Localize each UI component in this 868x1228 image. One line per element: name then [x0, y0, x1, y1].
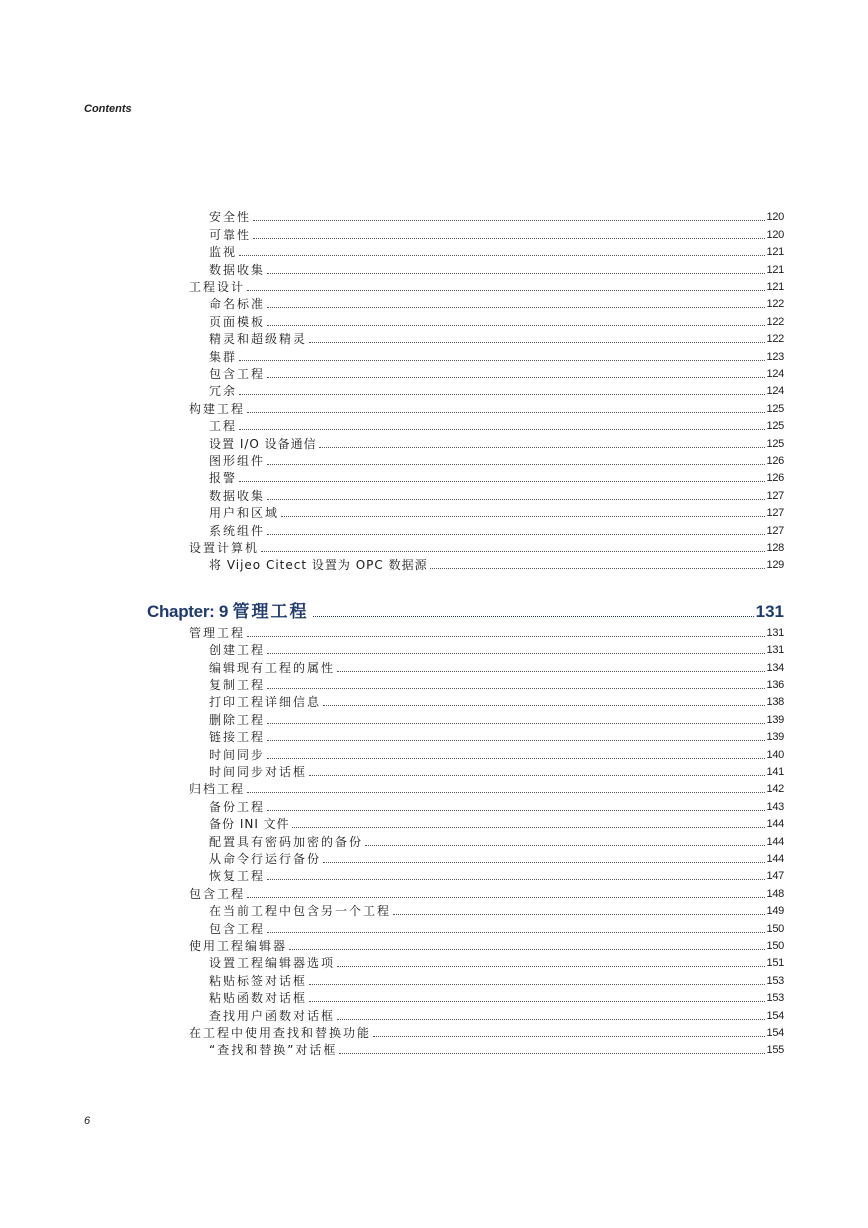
dot-leader [309, 774, 765, 776]
toc-entry-title: 链接工程 [209, 730, 266, 745]
toc-entry-title: 包含工程 [209, 921, 266, 936]
toc-entry[interactable] [209, 988, 784, 1005]
toc-entry[interactable] [189, 779, 784, 796]
toc-entry-title: 集群 [209, 349, 238, 364]
toc-entry[interactable] [189, 884, 784, 901]
toc-entry[interactable] [209, 692, 784, 709]
toc-entry-title: 归档工程 [189, 782, 246, 797]
toc-entry-title: 复制工程 [209, 678, 266, 693]
toc-entry-page: 147 [766, 870, 784, 883]
dot-leader [267, 878, 765, 880]
dot-leader [313, 615, 754, 617]
toc-entry-page: 139 [766, 713, 784, 726]
toc-entry-page: 122 [766, 315, 784, 328]
toc-entry-page: 127 [766, 524, 784, 537]
toc-entry-title: 设置计算机 [189, 540, 260, 555]
toc-entry-page: 131 [766, 644, 784, 657]
dot-leader [247, 289, 765, 291]
toc-entry-page: 123 [766, 350, 784, 363]
dot-leader [267, 272, 765, 274]
dot-leader [239, 254, 765, 256]
toc-entry[interactable] [209, 294, 784, 311]
toc-entry-title: 包含工程 [189, 886, 246, 901]
toc-entry[interactable] [209, 555, 784, 572]
toc-entry-title: 包含工程 [209, 366, 266, 381]
toc-entry-page: 153 [766, 992, 784, 1005]
toc-entry[interactable] [209, 468, 784, 485]
toc-entry-page: 144 [766, 835, 784, 848]
dot-leader [267, 533, 765, 535]
toc-entry[interactable] [209, 675, 784, 692]
chapter-heading[interactable] [147, 598, 784, 622]
toc-entry-title: 使用工程编辑器 [189, 939, 288, 954]
toc-entry[interactable] [189, 1023, 784, 1040]
toc-entry-title: 时间同步 [209, 747, 266, 762]
toc-entry[interactable] [209, 640, 784, 657]
toc-entry[interactable] [189, 936, 784, 953]
dot-leader [247, 791, 765, 793]
toc-entry[interactable] [209, 849, 784, 866]
toc-entry-page: 122 [766, 333, 784, 346]
toc-entry-page: 120 [766, 228, 784, 241]
dot-leader [267, 376, 765, 378]
toc-entry-title: 用户和区域 [209, 506, 280, 521]
toc-entry[interactable] [209, 207, 784, 224]
toc-entry[interactable] [209, 381, 784, 398]
dot-leader [309, 1000, 765, 1002]
toc-entry-title: 从命令行运行备份 [209, 852, 322, 867]
toc-entry-title: 工程设计 [189, 279, 246, 294]
dot-leader [239, 359, 765, 361]
toc-entry-page: 153 [766, 974, 784, 987]
running-header: Contents [84, 103, 132, 115]
toc-entry[interactable] [209, 503, 784, 520]
dot-leader [253, 219, 765, 221]
dot-leader [309, 983, 765, 985]
toc-entry-page: 125 [766, 437, 784, 450]
toc-entry-title: 编辑现有工程的属性 [209, 660, 336, 675]
toc-entry-title: 删除工程 [209, 712, 266, 727]
toc-entry-page: 144 [766, 853, 784, 866]
dot-leader [239, 428, 765, 430]
toc-entry-title: 备份 INI 文件 [209, 817, 290, 832]
toc-entry-title: 管理工程 [189, 625, 246, 640]
toc-entry[interactable] [209, 242, 784, 259]
dot-leader [247, 635, 765, 637]
toc-entry-page: 148 [766, 887, 784, 900]
toc-entry[interactable] [209, 259, 784, 276]
toc-entry-page: 122 [766, 298, 784, 311]
dot-leader [261, 550, 765, 552]
chapter-page-number: 131 [755, 602, 784, 621]
toc-entry-title: 在工程中使用查找和替换功能 [189, 1026, 372, 1041]
toc-entry[interactable] [209, 918, 784, 935]
toc-entry[interactable] [209, 451, 784, 468]
dot-leader [267, 931, 765, 933]
toc-entry-page: 121 [766, 280, 784, 293]
toc-entry-title: 将 Vijeo Citect 设置为 OPC 数据源 [209, 558, 428, 573]
dot-leader [253, 237, 765, 239]
chapter-title [147, 597, 309, 622]
toc-entry-title: 时间同步对话框 [209, 765, 308, 780]
toc-entry-page: 150 [766, 940, 784, 953]
dot-leader [267, 722, 765, 724]
toc-entry[interactable] [209, 224, 784, 241]
toc-entry-page: 154 [766, 1027, 784, 1040]
chapter-title-text: 管理工程 [232, 602, 309, 622]
toc-entry-title: “查找和替换”对话框 [209, 1043, 338, 1058]
toc-entry-page: 155 [766, 1044, 784, 1057]
toc-entry-title: 数据收集 [209, 262, 266, 277]
toc-entry-page: 124 [766, 385, 784, 398]
dot-leader [292, 826, 765, 828]
toc-entry-title: 粘贴函数对话框 [209, 991, 308, 1006]
toc-entry[interactable] [209, 814, 784, 831]
toc-entry-page: 121 [766, 246, 784, 259]
dot-leader [365, 844, 765, 846]
toc-entry-title: 恢复工程 [209, 869, 266, 884]
toc-entry[interactable] [209, 710, 784, 727]
toc-entry-title: 备份工程 [209, 799, 266, 814]
toc-entry-title: 图形组件 [209, 453, 266, 468]
toc-entry[interactable] [209, 364, 784, 381]
toc-entry[interactable] [209, 346, 784, 363]
toc-entry-title: 创建工程 [209, 643, 266, 658]
toc-entry-title: 报警 [209, 471, 238, 486]
dot-leader [267, 757, 765, 759]
toc-entry-page: 126 [766, 472, 784, 485]
dot-leader [267, 498, 765, 500]
dot-leader [319, 446, 765, 448]
toc-entry-title: 命名标准 [209, 297, 266, 312]
dot-leader [337, 1018, 765, 1020]
dot-leader [393, 913, 765, 915]
toc-entry-page: 150 [766, 922, 784, 935]
toc-entry-title: 精灵和超级精灵 [209, 332, 308, 347]
toc-entry-title: 系统组件 [209, 523, 266, 538]
toc-entry-title: 配置具有密码加密的备份 [209, 834, 364, 849]
toc-entry[interactable] [189, 538, 784, 555]
toc-entry-title: 可靠性 [209, 227, 252, 242]
dot-leader [267, 324, 765, 326]
toc-entry-page: 125 [766, 420, 784, 433]
toc-entry-page: 143 [766, 800, 784, 813]
toc-entry-page: 129 [766, 559, 784, 572]
toc-entry-page: 139 [766, 731, 784, 744]
dot-leader [239, 480, 765, 482]
page-number: 6 [84, 1115, 91, 1127]
toc-entry-title: 监视 [209, 245, 238, 260]
toc-entry-page: 138 [766, 696, 784, 709]
toc-entry-page: 141 [766, 766, 784, 779]
toc-entry[interactable] [209, 485, 784, 502]
dot-leader [373, 1035, 765, 1037]
dot-leader [430, 567, 765, 569]
toc-entry[interactable] [209, 744, 784, 761]
toc-entry[interactable] [209, 520, 784, 537]
toc-entry-page: 120 [766, 211, 784, 224]
toc-entry-page: 154 [766, 1009, 784, 1022]
toc-entry-title: 冗余 [209, 384, 238, 399]
toc-entry-page: 136 [766, 679, 784, 692]
toc-entry-title: 查找用户函数对话框 [209, 1008, 336, 1023]
toc-entry[interactable] [209, 433, 784, 450]
toc-entry-page: 128 [766, 541, 784, 554]
dot-leader [309, 341, 765, 343]
toc-entry-page: 134 [766, 661, 784, 674]
toc-entry[interactable] [209, 797, 784, 814]
dot-leader [323, 861, 765, 863]
toc-entry[interactable] [209, 762, 784, 779]
dot-leader [337, 965, 765, 967]
toc-entry-page: 127 [766, 507, 784, 520]
toc-entry-page: 149 [766, 905, 784, 918]
toc-entry-title: 页面模板 [209, 314, 266, 329]
toc-entry[interactable] [189, 277, 784, 294]
toc-entry-title: 数据收集 [209, 488, 266, 503]
dot-leader [337, 670, 765, 672]
toc-entry-title: 打印工程详细信息 [209, 695, 322, 710]
toc-entry[interactable] [209, 657, 784, 674]
toc-entry-page: 140 [766, 748, 784, 761]
toc-entry[interactable] [209, 901, 784, 918]
toc-entry[interactable] [209, 1005, 784, 1022]
toc-entry[interactable] [209, 866, 784, 883]
dot-leader [267, 687, 765, 689]
toc-entry-page: 124 [766, 367, 784, 380]
toc-entry-page: 151 [766, 957, 784, 970]
toc-entry-page: 127 [766, 489, 784, 502]
toc-entry[interactable] [209, 727, 784, 744]
dot-leader [267, 739, 765, 741]
dot-leader [239, 393, 765, 395]
dot-leader [339, 1052, 764, 1054]
toc-entry[interactable] [209, 831, 784, 848]
toc-entry-page: 121 [766, 263, 784, 276]
toc-entry-title: 工程 [209, 419, 238, 434]
toc-entry-title: 设置 I/O 设备通信 [209, 436, 317, 451]
toc-entry[interactable] [209, 953, 784, 970]
toc-entry[interactable] [209, 971, 784, 988]
toc-entry-title: 粘贴标签对话框 [209, 973, 308, 988]
toc-entry-page: 131 [766, 626, 784, 639]
toc-entry[interactable] [189, 623, 784, 640]
dot-leader [267, 306, 765, 308]
toc-entry-title: 设置工程编辑器选项 [209, 956, 336, 971]
chapter-prefix: Chapter: 9 [147, 602, 233, 621]
toc-entry[interactable] [209, 311, 784, 328]
toc-entry-page: 142 [766, 783, 784, 796]
toc-entry[interactable] [209, 416, 784, 433]
dot-leader [267, 809, 765, 811]
toc-entry-title: 安全性 [209, 210, 252, 225]
toc-entry[interactable] [209, 1040, 784, 1057]
dot-leader [247, 411, 765, 413]
dot-leader [323, 704, 765, 706]
toc-entry[interactable] [189, 398, 784, 415]
dot-leader [281, 515, 765, 517]
toc-entry-page: 126 [766, 454, 784, 467]
dot-leader [289, 948, 765, 950]
toc-entry[interactable] [209, 329, 784, 346]
dot-leader [267, 463, 765, 465]
toc-entry-page: 144 [766, 818, 784, 831]
dot-leader [267, 652, 765, 654]
toc-entry-title: 构建工程 [189, 401, 246, 416]
toc-entry-title: 在当前工程中包含另一个工程 [209, 904, 392, 919]
toc-entry-page: 125 [766, 402, 784, 415]
dot-leader [247, 896, 765, 898]
